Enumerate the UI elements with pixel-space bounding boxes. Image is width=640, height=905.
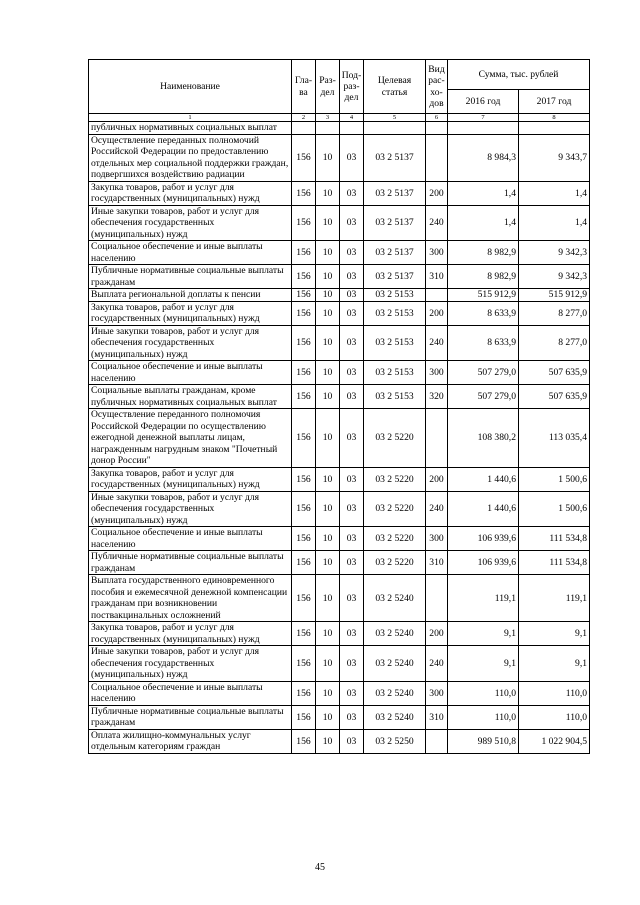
row-sum-2016: 119,1 — [448, 575, 519, 622]
row-sum-2017: 9 343,7 — [519, 134, 590, 181]
row-sum-2016: 110,0 — [448, 705, 519, 729]
row-podrazdel: 03 — [340, 205, 364, 241]
row-sum-2016: 9,1 — [448, 646, 519, 682]
row-razdel: 10 — [316, 681, 340, 705]
row-sum-2017: 515 912,9 — [519, 289, 590, 302]
row-razdel: 10 — [316, 705, 340, 729]
row-glava: 156 — [292, 646, 316, 682]
row-sum-2017: 110,0 — [519, 705, 590, 729]
row-vid-rashodov: 240 — [426, 205, 448, 241]
row-razdel: 10 — [316, 265, 340, 289]
row-sum-2016: 110,0 — [448, 681, 519, 705]
row-sum-2017: 111 534,8 — [519, 551, 590, 575]
row-sum-2016: 106 939,6 — [448, 551, 519, 575]
row-sum-2016: 8 984,3 — [448, 134, 519, 181]
row-vid-rashodov: 200 — [426, 467, 448, 491]
row-sum-2017: 119,1 — [519, 575, 590, 622]
table-row — [89, 551, 590, 575]
row-sum-2017: 1 500,6 — [519, 491, 590, 527]
row-razdel: 10 — [316, 241, 340, 265]
row-podrazdel: 03 — [340, 467, 364, 491]
row-celevaya-statya: 03 2 5220 — [364, 409, 426, 468]
row-glava: 156 — [292, 681, 316, 705]
row-vid-rashodov: 300 — [426, 361, 448, 385]
row-vid-rashodov: 300 — [426, 527, 448, 551]
row-glava: 156 — [292, 181, 316, 205]
table-row — [89, 241, 590, 265]
row-vid-rashodov: 310 — [426, 265, 448, 289]
row-podrazdel: 03 — [340, 134, 364, 181]
row-sum-2017: 111 534,8 — [519, 527, 590, 551]
row-sum-2017: 8 277,0 — [519, 301, 590, 325]
row-vid-rashodov: 240 — [426, 491, 448, 527]
row-sum-2017: 1 022 904,5 — [519, 729, 590, 753]
row-glava: 156 — [292, 409, 316, 468]
row-sum-2017: 1,4 — [519, 181, 590, 205]
row-razdel: 10 — [316, 205, 340, 241]
row-name: Закупка товаров, работ и услуг для государственных (муниципальных) нужд — [89, 467, 292, 491]
row-sum-2017: 110,0 — [519, 681, 590, 705]
row-podrazdel: 03 — [340, 681, 364, 705]
row-vid-rashodov: 300 — [426, 241, 448, 265]
row-sum-2016: 9,1 — [448, 622, 519, 646]
row-razdel: 10 — [316, 646, 340, 682]
row-podrazdel — [340, 122, 364, 135]
row-podrazdel: 03 — [340, 527, 364, 551]
row-sum-2016: 1,4 — [448, 205, 519, 241]
row-celevaya-statya: 03 2 5220 — [364, 527, 426, 551]
row-name: Социальное обеспечение и иные выплаты населению — [89, 241, 292, 265]
table-row — [89, 134, 590, 181]
row-podrazdel: 03 — [340, 325, 364, 361]
row-sum-2017: 507 635,9 — [519, 361, 590, 385]
row-sum-2016: 1 440,6 — [448, 467, 519, 491]
row-vid-rashodov: 200 — [426, 622, 448, 646]
table-row — [89, 467, 590, 491]
row-sum-2017: 9 342,3 — [519, 241, 590, 265]
row-vid-rashodov — [426, 409, 448, 468]
row-podrazdel: 03 — [340, 181, 364, 205]
table-row — [89, 122, 590, 135]
row-name: Оплата жилищно-коммунальных услуг отдельным категориям граждан — [89, 729, 292, 753]
row-name: публичных нормативных социальных выплат — [89, 122, 292, 135]
header-vid-rashodov: Вид рас- хо- дов — [426, 60, 448, 114]
row-celevaya-statya: 03 2 5137 — [364, 265, 426, 289]
row-vid-rashodov: 240 — [426, 325, 448, 361]
table-row — [89, 361, 590, 385]
row-glava: 156 — [292, 551, 316, 575]
row-sum-2016: 8 633,9 — [448, 325, 519, 361]
table-row — [89, 527, 590, 551]
row-celevaya-statya — [364, 122, 426, 135]
row-razdel — [316, 122, 340, 135]
header-name: Наименование — [89, 60, 292, 114]
column-number: 6 — [426, 114, 448, 122]
header-celevaya-statya: Целевая статья — [364, 60, 426, 114]
table-row — [89, 646, 590, 682]
row-glava: 156 — [292, 575, 316, 622]
row-glava: 156 — [292, 527, 316, 551]
row-celevaya-statya: 03 2 5137 — [364, 241, 426, 265]
row-name: Публичные нормативные социальные выплаты гражданам — [89, 551, 292, 575]
row-name: Осуществление переданного полномочия Российской Федерации по осуществлению ежегодной денежной выплаты лицам, награжденным нагрудным знаком "Почетный донор России" — [89, 409, 292, 468]
row-vid-rashodov: 320 — [426, 385, 448, 409]
row-celevaya-statya: 03 2 5240 — [364, 705, 426, 729]
row-sum-2016: 507 279,0 — [448, 361, 519, 385]
row-razdel: 10 — [316, 527, 340, 551]
row-razdel: 10 — [316, 551, 340, 575]
row-vid-rashodov: 310 — [426, 705, 448, 729]
row-sum-2016: 106 939,6 — [448, 527, 519, 551]
table-row — [89, 575, 590, 622]
row-sum-2016: 108 380,2 — [448, 409, 519, 468]
row-glava: 156 — [292, 241, 316, 265]
row-podrazdel: 03 — [340, 409, 364, 468]
row-glava: 156 — [292, 289, 316, 302]
row-name: Иные закупки товаров, работ и услуг для обеспечения государственных (муниципальных) нужд — [89, 205, 292, 241]
column-number: 3 — [316, 114, 340, 122]
row-glava: 156 — [292, 134, 316, 181]
row-podrazdel: 03 — [340, 551, 364, 575]
budget-table — [88, 59, 590, 754]
row-sum-2017 — [519, 122, 590, 135]
page-number: 45 — [315, 862, 325, 873]
row-podrazdel: 03 — [340, 361, 364, 385]
table-row — [89, 705, 590, 729]
row-name: Социальное обеспечение и иные выплаты населению — [89, 681, 292, 705]
table-body — [89, 122, 590, 754]
row-podrazdel: 03 — [340, 622, 364, 646]
row-razdel: 10 — [316, 301, 340, 325]
row-celevaya-statya: 03 2 5153 — [364, 325, 426, 361]
row-razdel: 10 — [316, 361, 340, 385]
row-podrazdel: 03 — [340, 265, 364, 289]
row-glava: 156 — [292, 729, 316, 753]
row-name: Закупка товаров, работ и услуг для государственных (муниципальных) нужд — [89, 622, 292, 646]
row-razdel: 10 — [316, 467, 340, 491]
row-sum-2017: 9,1 — [519, 622, 590, 646]
row-name: Публичные нормативные социальные выплаты гражданам — [89, 265, 292, 289]
row-celevaya-statya: 03 2 5220 — [364, 551, 426, 575]
row-sum-2016: 8 982,9 — [448, 241, 519, 265]
table-row — [89, 301, 590, 325]
table-row — [89, 205, 590, 241]
row-sum-2016: 989 510,8 — [448, 729, 519, 753]
row-razdel: 10 — [316, 181, 340, 205]
row-vid-rashodov — [426, 729, 448, 753]
table-row — [89, 181, 590, 205]
column-number: 7 — [448, 114, 519, 122]
row-glava — [292, 122, 316, 135]
row-name: Социальные выплаты гражданам, кроме публичных нормативных социальных выплат — [89, 385, 292, 409]
column-number: 1 — [89, 114, 292, 122]
row-celevaya-statya: 03 2 5240 — [364, 575, 426, 622]
row-glava: 156 — [292, 491, 316, 527]
row-name: Социальное обеспечение и иные выплаты населению — [89, 361, 292, 385]
row-sum-2016: 8 982,9 — [448, 265, 519, 289]
row-name: Иные закупки товаров, работ и услуг для обеспечения государственных (муниципальных) нужд — [89, 491, 292, 527]
row-razdel: 10 — [316, 385, 340, 409]
row-glava: 156 — [292, 622, 316, 646]
row-vid-rashodov: 200 — [426, 181, 448, 205]
column-number: 4 — [340, 114, 364, 122]
table-row — [89, 681, 590, 705]
row-vid-rashodov: 300 — [426, 681, 448, 705]
row-glava: 156 — [292, 361, 316, 385]
row-vid-rashodov: 200 — [426, 301, 448, 325]
row-podrazdel: 03 — [340, 491, 364, 527]
row-celevaya-statya: 03 2 5250 — [364, 729, 426, 753]
row-celevaya-statya: 03 2 5220 — [364, 491, 426, 527]
row-sum-2017: 9 342,3 — [519, 265, 590, 289]
table-row — [89, 491, 590, 527]
row-name: Публичные нормативные социальные выплаты гражданам — [89, 705, 292, 729]
row-sum-2017: 113 035,4 — [519, 409, 590, 468]
row-sum-2016: 1 440,6 — [448, 491, 519, 527]
row-sum-2017: 1,4 — [519, 205, 590, 241]
row-celevaya-statya: 03 2 5137 — [364, 181, 426, 205]
row-vid-rashodov: 310 — [426, 551, 448, 575]
row-razdel: 10 — [316, 134, 340, 181]
row-celevaya-statya: 03 2 5240 — [364, 622, 426, 646]
column-numbers-row — [89, 114, 590, 122]
header-2016: 2016 год — [448, 90, 519, 114]
row-sum-2016 — [448, 122, 519, 135]
row-sum-2017: 1 500,6 — [519, 467, 590, 491]
row-podrazdel: 03 — [340, 301, 364, 325]
row-name: Осуществление переданных полномочий Российской Федерации по предоставлению отдельных мер социальной поддержки граждан, подвергшихся воздействию радиации — [89, 134, 292, 181]
row-podrazdel: 03 — [340, 289, 364, 302]
row-razdel: 10 — [316, 729, 340, 753]
row-name: Социальное обеспечение и иные выплаты населению — [89, 527, 292, 551]
row-razdel: 10 — [316, 622, 340, 646]
row-sum-2016: 1,4 — [448, 181, 519, 205]
row-vid-rashodov: 240 — [426, 646, 448, 682]
row-razdel: 10 — [316, 491, 340, 527]
row-vid-rashodov — [426, 122, 448, 135]
header-glava: Гла- ва — [292, 60, 316, 114]
row-celevaya-statya: 03 2 5153 — [364, 385, 426, 409]
row-sum-2017: 507 635,9 — [519, 385, 590, 409]
row-sum-2017: 8 277,0 — [519, 325, 590, 361]
row-celevaya-statya: 03 2 5137 — [364, 205, 426, 241]
row-glava: 156 — [292, 265, 316, 289]
row-name: Иные закупки товаров, работ и услуг для обеспечения государственных (муниципальных) нужд — [89, 646, 292, 682]
row-name: Иные закупки товаров, работ и услуг для обеспечения государственных (муниципальных) нужд — [89, 325, 292, 361]
table-row — [89, 622, 590, 646]
row-vid-rashodov — [426, 289, 448, 302]
row-glava: 156 — [292, 301, 316, 325]
row-podrazdel: 03 — [340, 575, 364, 622]
row-celevaya-statya: 03 2 5240 — [364, 646, 426, 682]
row-celevaya-statya: 03 2 5153 — [364, 289, 426, 302]
row-glava: 156 — [292, 385, 316, 409]
row-vid-rashodov — [426, 134, 448, 181]
row-podrazdel: 03 — [340, 385, 364, 409]
row-name: Закупка товаров, работ и услуг для государственных (муниципальных) нужд — [89, 301, 292, 325]
row-glava: 156 — [292, 705, 316, 729]
column-number: 8 — [519, 114, 590, 122]
row-podrazdel: 03 — [340, 705, 364, 729]
row-celevaya-statya: 03 2 5153 — [364, 301, 426, 325]
table-row — [89, 409, 590, 468]
row-sum-2016: 515 912,9 — [448, 289, 519, 302]
header-podrazdel: Под- раз- дел — [340, 60, 364, 114]
row-name: Выплата государственного единовременного пособия и ежемесячной денежной компенсации гражданам при возникновении поствакцинальных осложнений — [89, 575, 292, 622]
header-2017: 2017 год — [519, 90, 590, 114]
row-name: Выплата региональной доплаты к пенсии — [89, 289, 292, 302]
table-row — [89, 385, 590, 409]
row-podrazdel: 03 — [340, 646, 364, 682]
row-celevaya-statya: 03 2 5137 — [364, 134, 426, 181]
row-glava: 156 — [292, 325, 316, 361]
column-number: 5 — [364, 114, 426, 122]
row-sum-2016: 8 633,9 — [448, 301, 519, 325]
header-summa: Сумма, тыс. рублей — [448, 60, 590, 90]
row-glava: 156 — [292, 205, 316, 241]
row-celevaya-statya: 03 2 5240 — [364, 681, 426, 705]
row-celevaya-statya: 03 2 5153 — [364, 361, 426, 385]
row-name: Закупка товаров, работ и услуг для государственных (муниципальных) нужд — [89, 181, 292, 205]
row-sum-2016: 507 279,0 — [448, 385, 519, 409]
table-row — [89, 289, 590, 302]
table-row — [89, 729, 590, 753]
column-number: 2 — [292, 114, 316, 122]
row-razdel: 10 — [316, 289, 340, 302]
row-razdel: 10 — [316, 325, 340, 361]
row-podrazdel: 03 — [340, 729, 364, 753]
row-celevaya-statya: 03 2 5220 — [364, 467, 426, 491]
row-glava: 156 — [292, 467, 316, 491]
table-row — [89, 265, 590, 289]
row-sum-2017: 9,1 — [519, 646, 590, 682]
header-razdel: Раз- дел — [316, 60, 340, 114]
row-razdel: 10 — [316, 575, 340, 622]
row-vid-rashodov — [426, 575, 448, 622]
row-podrazdel: 03 — [340, 241, 364, 265]
row-razdel: 10 — [316, 409, 340, 468]
table-row — [89, 325, 590, 361]
